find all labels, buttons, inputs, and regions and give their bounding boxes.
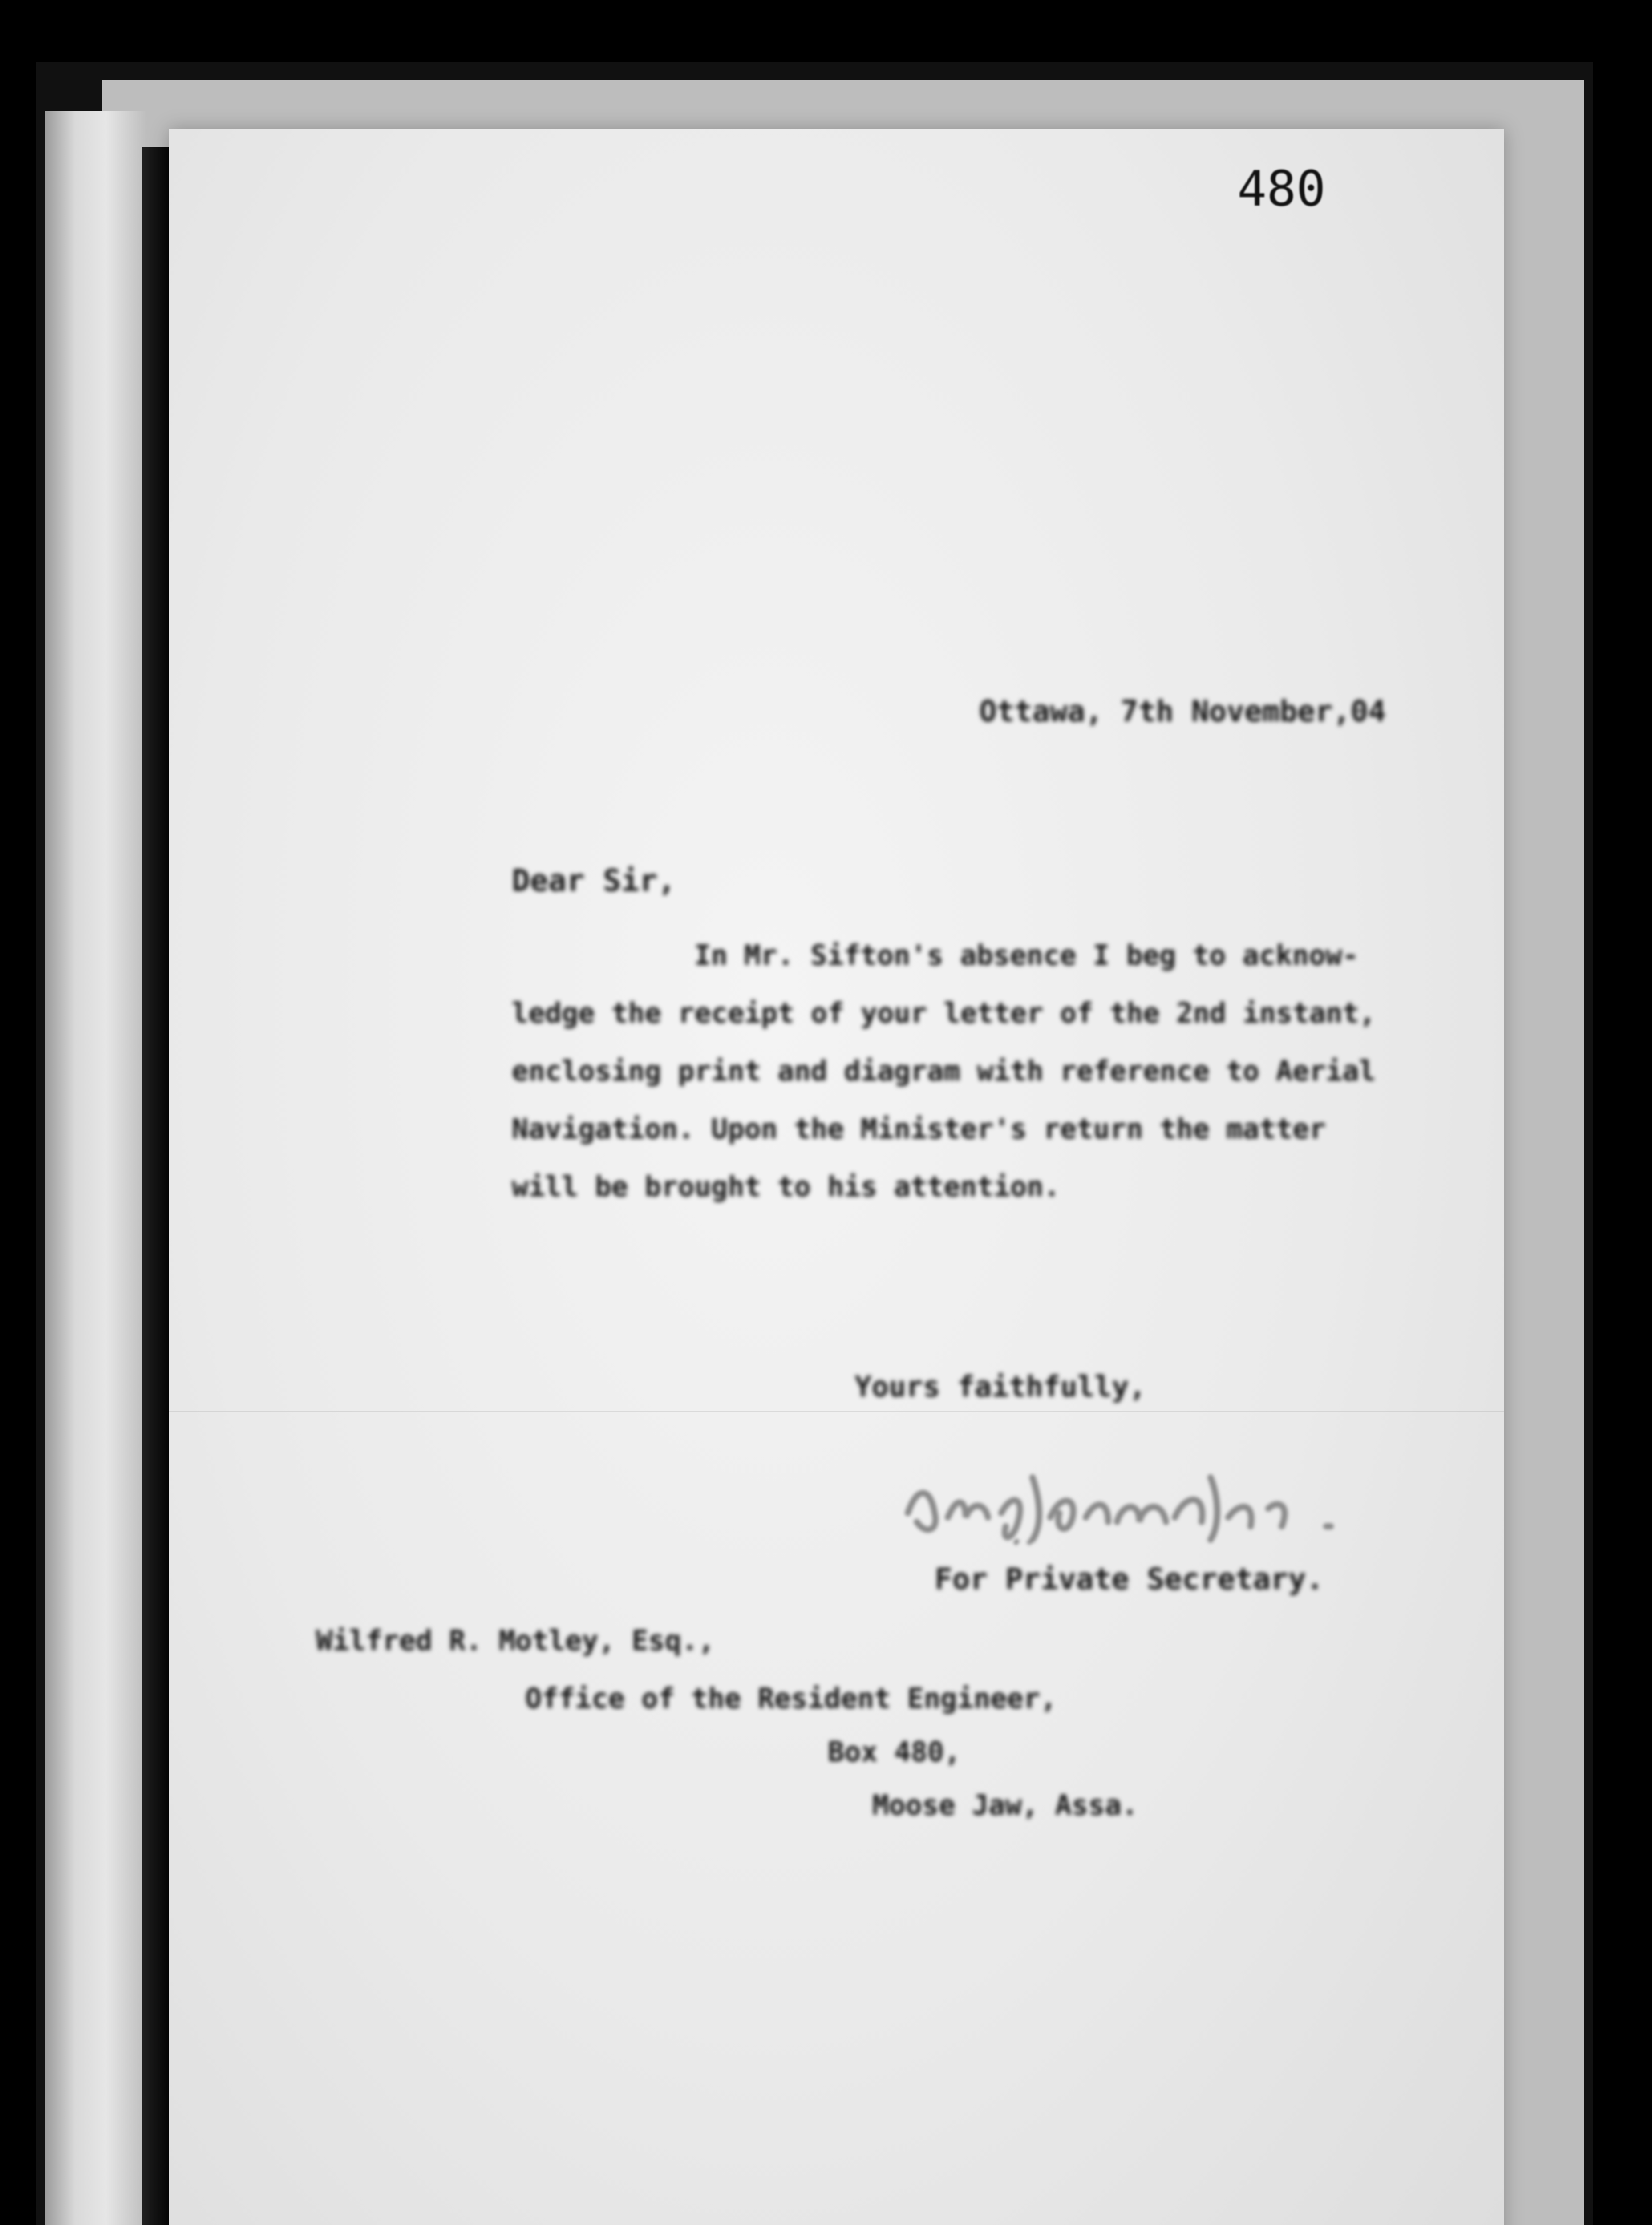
closing: Yours faithfully, <box>854 1371 1146 1404</box>
page-number: 480 <box>1237 160 1326 217</box>
address-line: Office of the Resident Engineer, <box>525 1682 1057 1715</box>
handwritten-signature <box>899 1451 1366 1553</box>
paper-fold-line <box>169 1411 1504 1412</box>
body-line: enclosing print and diagram with reference to Aerial <box>512 1055 1376 1087</box>
salutation: Dear Sir, <box>512 863 676 898</box>
address-line: Moose Jaw, Assa. <box>872 1789 1138 1821</box>
body-line: In Mr. Sifton's absence I beg to acknow- <box>694 939 1359 971</box>
body-line: ledge the receipt of your letter of the 2nd instant, <box>512 997 1376 1029</box>
address-line: Wilfred R. Motley, Esq., <box>316 1624 715 1657</box>
body-line: will be brought to his attention. <box>512 1170 1060 1203</box>
binder-strip <box>45 111 147 2225</box>
body-line: Navigation. Upon the Minister's return the matter <box>512 1112 1326 1145</box>
date-line: Ottawa, 7th November,04 <box>979 694 1386 728</box>
address-line: Box 480, <box>828 1736 961 1768</box>
signer-title: For Private Secretary. <box>935 1562 1324 1596</box>
